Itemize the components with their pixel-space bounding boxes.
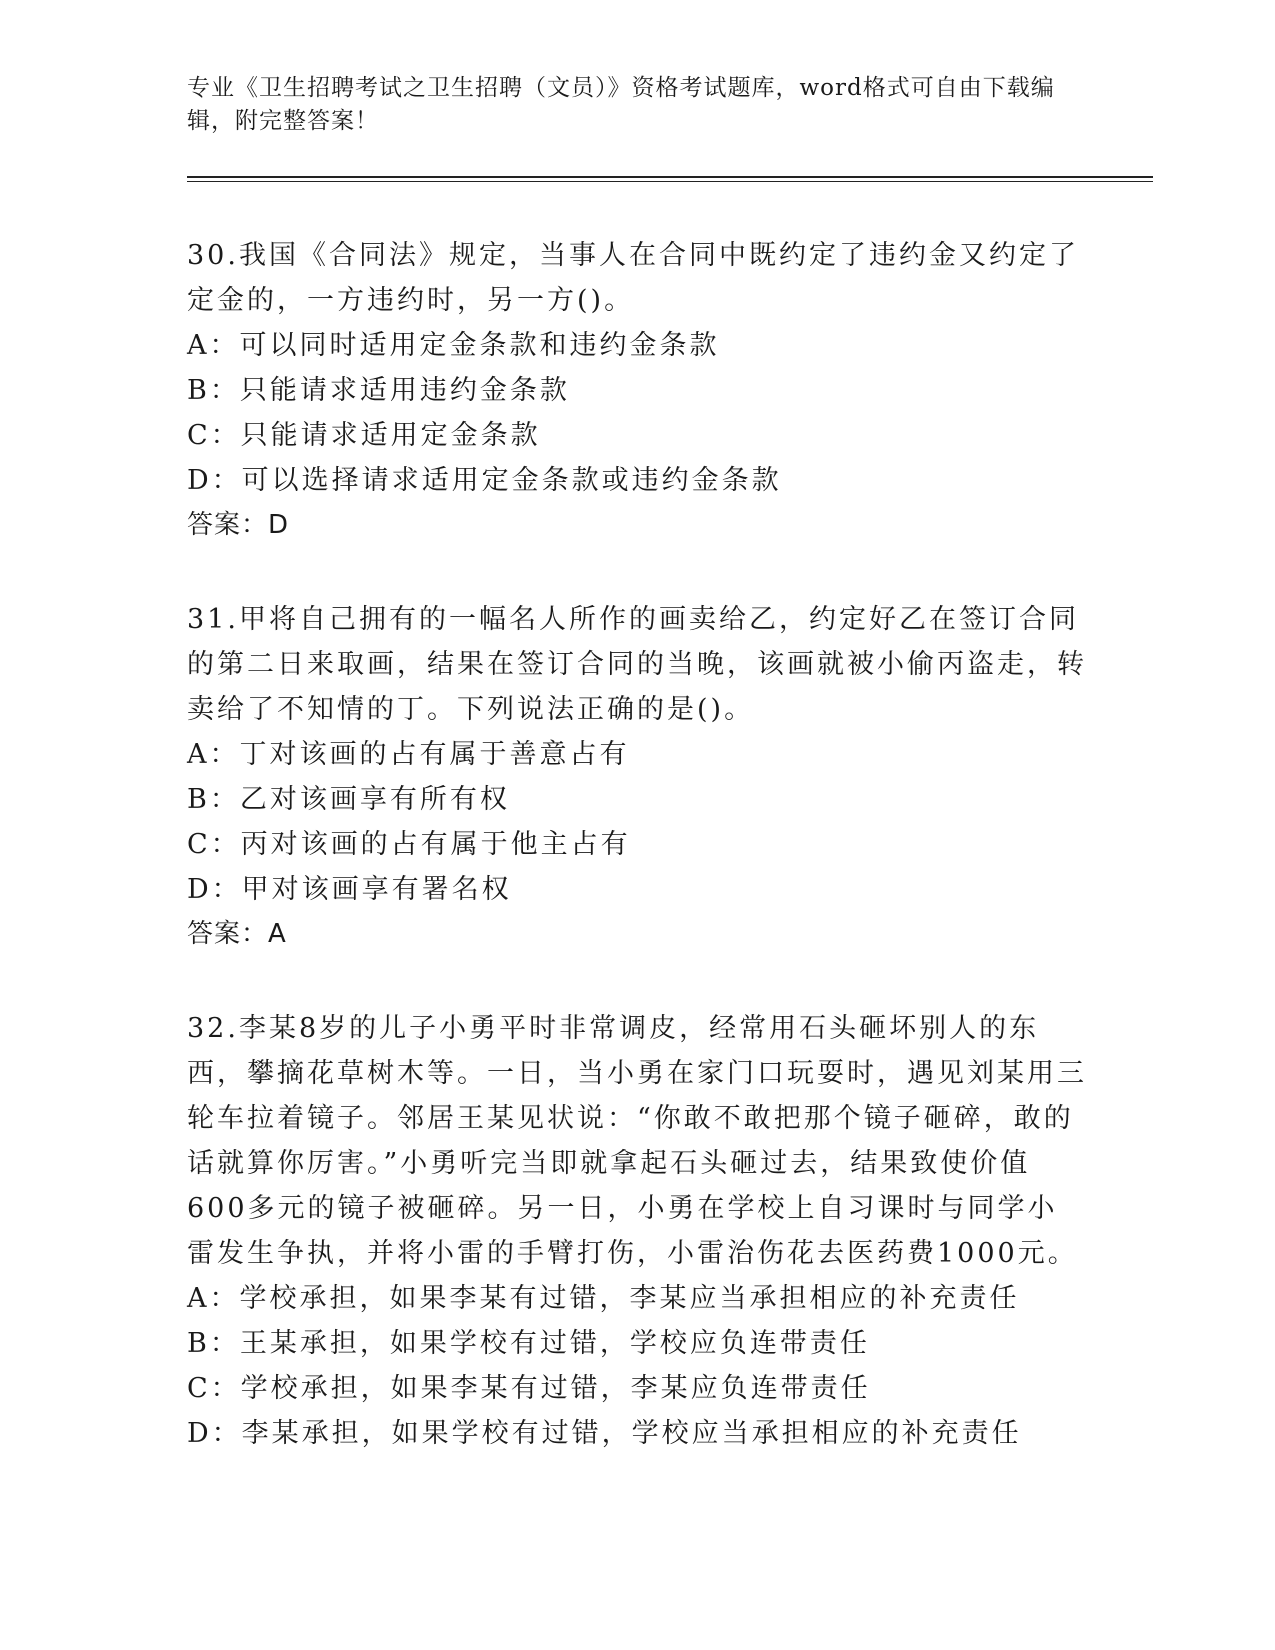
header-divider-thick [187,176,1153,178]
question-32 [187,1006,1087,1456]
question-31 [187,597,1087,957]
question-stem: 32.李某8岁的儿子小勇平时非常调皮，经常用石头砸坏别人的东西，攀摘花草树木等。一日，当小勇在家门口玩耍时，遇见刘某用三轮车拉着镜子。邻居王某见状说：“你敢不敢把那个镜子砸碎，敢的话就算你厉害。”小勇听完当即就拿起石头砸过去，结果致使价值600多元的镜子被砸碎。另一日，小勇在学校上自习课时与同学小雷发生争执，并将小雷的手臂打伤，小雷治伤花去医药费1000元。 [187,1013,1087,1269]
option-a: A：丁对该画的占有属于善意占有 [187,739,630,770]
question-stem: 31.甲将自己拥有的一幅名人所作的画卖给乙，约定好乙在签订合同的第二日来取画，结果在签订合同的当晚，该画就被小偷丙盗走，转卖给了不知情的丁。下列说法正确的是()。 [187,604,1087,725]
option-c: C：丙对该画的占有属于他主占有 [187,829,631,860]
question-stem: 30.我国《合同法》规定，当事人在合同中既约定了违约金又约定了定金的，一方违约时，另一方()。 [187,240,1079,316]
question-30 [187,233,1087,548]
option-a: A：学校承担，如果李某有过错，李某应当承担相应的补充责任 [187,1283,1020,1314]
answer-line: 答案：A [187,919,287,949]
option-b: B：乙对该画享有所有权 [187,784,510,815]
option-a: A：可以同时适用定金条款和违约金条款 [187,330,720,361]
option-c: C：只能请求适用定金条款 [187,420,541,451]
option-d: D：可以选择请求适用定金条款或违约金条款 [187,465,782,496]
option-b: B：只能请求适用违约金条款 [187,375,570,406]
option-d: D：李某承担，如果学校有过错，学校应当承担相应的补充责任 [187,1418,1022,1449]
option-c: C：学校承担，如果李某有过错，李某应负连带责任 [187,1373,871,1404]
option-d: D：甲对该画享有署名权 [187,874,512,905]
answer-line: 答案：D [187,510,290,540]
header-divider-thin [187,181,1153,182]
document-header: 专业《卫生招聘考试之卫生招聘（文员）》资格考试题库，word格式可自由下载编辑，附完整答案！ [187,75,1055,134]
option-b: B：王某承担，如果学校有过错，学校应负连带责任 [187,1328,870,1359]
